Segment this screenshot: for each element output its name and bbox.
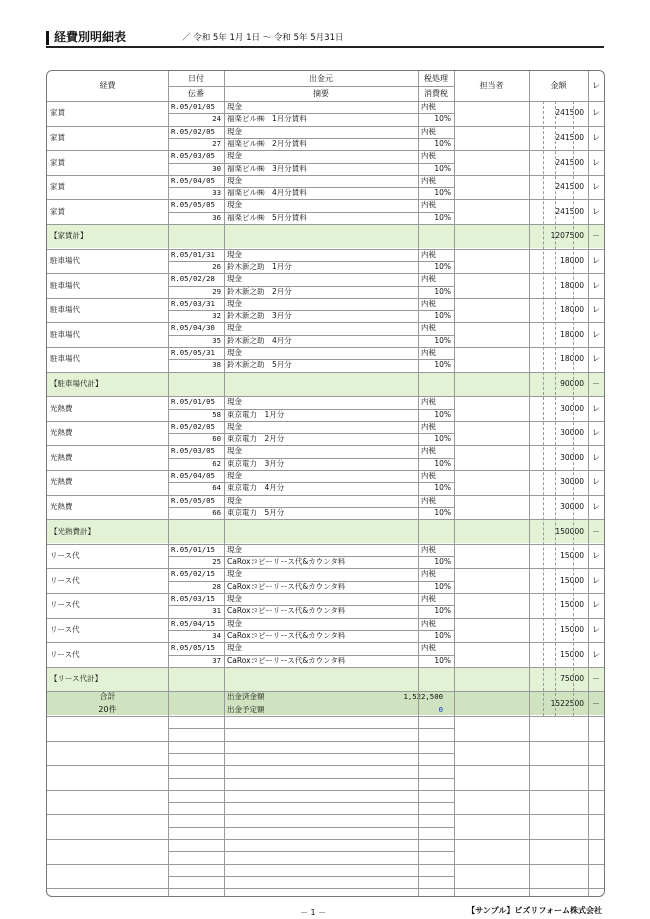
entry-summary: CaRoxコピーリース代&カウンタ料 xyxy=(227,606,346,616)
tax-processing: 内税 xyxy=(421,397,436,407)
entry-date: R.05/02/05 xyxy=(171,421,215,431)
expense-name: 家賃 xyxy=(50,108,65,118)
entry-date: R.05/02/28 xyxy=(171,274,215,284)
subtotal-amount: 1207500 xyxy=(550,231,584,241)
expense-name: リース代 xyxy=(50,649,80,659)
entry-amount: 241500 xyxy=(555,132,584,142)
check-mark[interactable]: レ xyxy=(592,305,600,315)
voucher-number: 30 xyxy=(212,163,221,173)
tax-rate: 10% xyxy=(434,434,451,444)
check-mark[interactable]: レ xyxy=(592,255,600,265)
entry-summary: 福楽ビル㈱ 1月分賃料 xyxy=(227,114,307,124)
payment-source: 現金 xyxy=(227,175,242,185)
expense-name: 光熱費 xyxy=(50,403,73,413)
report-period: ／ 令和 5年 1月 1日 ～ 令和 5年 5月31日 xyxy=(182,33,344,43)
row-divider xyxy=(168,458,454,459)
subtotal-amount: 75000 xyxy=(560,674,584,684)
tax-rate: 10% xyxy=(434,606,451,616)
tax-processing: 内税 xyxy=(421,421,436,431)
entry-summary: 鈴木新之助 3月分 xyxy=(227,311,292,321)
row-divider xyxy=(47,519,604,520)
subtotal-amount: 150000 xyxy=(555,526,584,536)
row-divider xyxy=(47,372,604,373)
row-divider xyxy=(47,716,604,717)
row-divider xyxy=(168,876,454,877)
entry-amount: 30000 xyxy=(560,403,584,413)
check-mark[interactable]: レ xyxy=(592,452,600,462)
subtotal-label: 【リース代計】 xyxy=(50,674,103,684)
entry-amount: 18000 xyxy=(560,280,584,290)
row-divider xyxy=(47,224,604,225)
tax-rate: 10% xyxy=(434,212,451,222)
voucher-number: 35 xyxy=(212,335,221,345)
expense-name: 光熱費 xyxy=(50,477,73,487)
entry-summary: 東京電力 4月分 xyxy=(227,483,285,493)
grand-total-label: 合計 xyxy=(99,692,116,702)
amount-digit-guide xyxy=(555,101,556,716)
check-mark[interactable]: レ xyxy=(592,624,600,634)
payment-source: 現金 xyxy=(227,397,242,407)
entry-date: R.05/04/15 xyxy=(171,618,215,628)
tax-rate: 10% xyxy=(434,483,451,493)
entry-date: R.05/04/30 xyxy=(171,323,215,333)
payment-source: 現金 xyxy=(227,323,242,333)
check-mark[interactable]: レ xyxy=(592,280,600,290)
entry-summary: 福楽ビル㈱ 2月分賃料 xyxy=(227,138,307,148)
row-divider xyxy=(168,187,454,188)
row-divider xyxy=(168,482,454,483)
payment-source: 現金 xyxy=(227,298,242,308)
tax-rate: 10% xyxy=(434,507,451,517)
row-divider xyxy=(47,814,604,815)
check-mark[interactable]: レ xyxy=(592,428,600,438)
report-header xyxy=(46,30,604,48)
tax-processing: 内税 xyxy=(421,618,436,628)
row-divider xyxy=(168,851,454,852)
tax-rate: 10% xyxy=(434,311,451,321)
entry-date: R.05/01/05 xyxy=(171,102,215,111)
voucher-number: 25 xyxy=(212,557,221,567)
expense-name: 光熱費 xyxy=(50,428,73,438)
header-voucher: 伝番 xyxy=(188,89,204,98)
header-person: 担当者 xyxy=(479,81,504,90)
payment-source: 現金 xyxy=(227,348,242,357)
subtotal-check: － xyxy=(592,231,600,241)
payment-source: 現金 xyxy=(227,421,242,431)
tax-processing: 内税 xyxy=(421,151,436,161)
entry-amount: 30000 xyxy=(560,477,584,487)
tax-processing: 内税 xyxy=(421,348,436,357)
header-amount: 金額 xyxy=(550,81,567,90)
entry-amount: 15000 xyxy=(560,551,584,561)
expense-detail-table xyxy=(46,70,605,897)
row-divider xyxy=(168,630,454,631)
row-divider xyxy=(168,556,454,557)
row-divider xyxy=(168,655,454,656)
entry-summary: 東京電力 1月分 xyxy=(227,409,285,419)
check-mark[interactable]: レ xyxy=(592,575,600,585)
subtotal-amount: 90000 xyxy=(560,378,584,388)
payment-source: 現金 xyxy=(227,446,242,456)
entry-date: R.05/03/15 xyxy=(171,594,215,603)
row-divider xyxy=(47,765,604,766)
row-divider xyxy=(168,581,454,582)
expense-name: 駐車場代 xyxy=(50,280,80,290)
payment-source: 現金 xyxy=(227,495,242,505)
entry-date: R.05/03/31 xyxy=(171,298,215,308)
tax-rate: 10% xyxy=(434,188,451,198)
tax-rate: 10% xyxy=(434,360,451,370)
subtotal-check: － xyxy=(592,526,600,536)
row-divider xyxy=(47,864,604,865)
check-mark[interactable]: レ xyxy=(592,501,600,511)
tax-rate: 10% xyxy=(434,630,451,640)
row-divider xyxy=(168,286,454,287)
row-divider xyxy=(168,310,454,311)
amount-digit-guide xyxy=(543,101,544,716)
tax-rate: 10% xyxy=(434,163,451,173)
entry-amount: 18000 xyxy=(560,255,584,265)
voucher-number: 27 xyxy=(212,138,221,148)
voucher-number: 28 xyxy=(212,581,221,591)
entry-amount: 18000 xyxy=(560,305,584,315)
entry-summary: 鈴木新之助 4月分 xyxy=(227,335,292,345)
title-marker xyxy=(46,31,49,45)
tax-rate: 10% xyxy=(434,286,451,296)
tax-processing: 内税 xyxy=(421,594,436,603)
entry-amount: 18000 xyxy=(560,354,584,364)
entry-date: R.05/03/05 xyxy=(171,446,215,456)
grand-total-amount: 1522500 xyxy=(550,698,584,708)
voucher-number: 66 xyxy=(212,507,221,517)
tax-processing: 内税 xyxy=(421,495,436,505)
row-divider xyxy=(168,753,454,754)
entry-summary: 東京電力 5月分 xyxy=(227,507,285,517)
tax-processing: 内税 xyxy=(421,471,436,480)
row-divider xyxy=(47,667,604,668)
row-divider xyxy=(168,163,454,164)
voucher-number: 38 xyxy=(212,360,221,370)
check-mark[interactable]: レ xyxy=(592,354,600,364)
payment-source: 現金 xyxy=(227,569,242,579)
entry-date: R.05/02/15 xyxy=(171,569,215,579)
column-divider xyxy=(529,71,530,896)
tax-rate: 10% xyxy=(434,655,451,665)
tax-rate: 10% xyxy=(434,458,451,468)
row-divider xyxy=(168,802,454,803)
payment-source: 現金 xyxy=(227,126,242,136)
expense-name: 駐車場代 xyxy=(50,255,80,265)
report-title: 経費別明細表 xyxy=(54,30,127,44)
subtotal-check: － xyxy=(592,674,600,684)
check-mark[interactable]: レ xyxy=(592,206,600,216)
entry-summary: 東京電力 3月分 xyxy=(227,458,285,468)
tax-rate: 10% xyxy=(434,581,451,591)
header-expense: 経費 xyxy=(99,81,116,90)
entry-summary: 鈴木新之助 2月分 xyxy=(227,286,292,296)
tax-processing: 内税 xyxy=(421,544,436,554)
row-divider xyxy=(168,433,454,434)
paid-amount-value: 1,522,500 xyxy=(403,692,443,702)
expense-name: リース代 xyxy=(50,624,80,634)
check-mark[interactable]: レ xyxy=(592,649,600,659)
voucher-number: 36 xyxy=(212,212,221,222)
row-divider xyxy=(168,827,454,828)
expense-name: 光熱費 xyxy=(50,452,73,462)
entry-summary: 福楽ビル㈱ 5月分賃料 xyxy=(227,212,307,222)
tax-processing: 内税 xyxy=(421,102,436,111)
expense-name: 家賃 xyxy=(50,182,65,192)
entry-amount: 15000 xyxy=(560,600,584,610)
tax-processing: 内税 xyxy=(421,569,436,579)
row-divider xyxy=(168,261,454,262)
planned-amount-label: 出金予定額 xyxy=(227,704,265,714)
voucher-number: 32 xyxy=(212,311,221,321)
payment-source: 現金 xyxy=(227,102,242,111)
expense-name: 駐車場代 xyxy=(50,329,80,339)
row-divider xyxy=(47,741,604,742)
voucher-number: 34 xyxy=(212,630,221,640)
expense-name: 駐車場代 xyxy=(50,354,80,364)
check-mark[interactable]: レ xyxy=(592,132,600,142)
expense-name: リース代 xyxy=(50,600,80,610)
expense-name: 家賃 xyxy=(50,132,65,142)
voucher-number: 31 xyxy=(212,606,221,616)
payment-source: 現金 xyxy=(227,544,242,554)
row-divider xyxy=(47,790,604,791)
payment-source: 現金 xyxy=(227,249,242,259)
row-divider xyxy=(168,778,454,779)
entry-amount: 18000 xyxy=(560,329,584,339)
row-divider xyxy=(168,359,454,360)
voucher-number: 37 xyxy=(212,655,221,665)
entry-date: R.05/01/05 xyxy=(171,397,215,407)
payment-source: 現金 xyxy=(227,643,242,653)
entry-summary: 鈴木新之助 1月分 xyxy=(227,261,292,271)
entry-amount: 30000 xyxy=(560,501,584,511)
payment-source: 現金 xyxy=(227,594,242,603)
tax-processing: 内税 xyxy=(421,175,436,185)
entry-amount: 15000 xyxy=(560,649,584,659)
payment-source: 現金 xyxy=(227,618,242,628)
row-divider xyxy=(168,86,454,87)
tax-rate: 10% xyxy=(434,409,451,419)
column-divider xyxy=(418,71,419,896)
subtotal-check: － xyxy=(592,378,600,388)
payment-source: 現金 xyxy=(227,200,242,210)
entry-date: R.05/04/05 xyxy=(171,471,215,480)
tax-processing: 内税 xyxy=(421,249,436,259)
tax-processing: 内税 xyxy=(421,274,436,284)
tax-processing: 内税 xyxy=(421,200,436,210)
row-divider xyxy=(47,839,604,840)
tax-processing: 内税 xyxy=(421,126,436,136)
tax-rate: 10% xyxy=(434,114,451,124)
row-divider xyxy=(168,507,454,508)
entry-date: R.05/05/05 xyxy=(171,495,215,505)
check-mark[interactable]: レ xyxy=(592,108,600,118)
page-number: － 1 － xyxy=(300,908,327,917)
tax-rate: 10% xyxy=(434,138,451,148)
entry-summary: CaRoxコピーリース代&カウンタ料 xyxy=(227,630,346,640)
voucher-number: 60 xyxy=(212,434,221,444)
row-divider xyxy=(168,728,454,729)
voucher-number: 33 xyxy=(212,188,221,198)
row-divider xyxy=(168,212,454,213)
grand-total-check: － xyxy=(592,698,600,708)
voucher-number: 62 xyxy=(212,458,221,468)
expense-name: 家賃 xyxy=(50,206,65,216)
voucher-number: 29 xyxy=(212,286,221,296)
check-mark[interactable]: レ xyxy=(592,182,600,192)
check-mark[interactable]: レ xyxy=(592,600,600,610)
entry-summary: 鈴木新之助 5月分 xyxy=(227,360,292,370)
row-divider xyxy=(47,888,604,889)
check-mark[interactable]: レ xyxy=(592,157,600,167)
expense-name: 光熱費 xyxy=(50,501,73,511)
expense-name: 家賃 xyxy=(50,157,65,167)
check-mark[interactable]: レ xyxy=(592,551,600,561)
grand-total-count: 20件 xyxy=(98,704,117,714)
expense-name: 駐車場代 xyxy=(50,305,80,315)
entry-date: R.05/01/31 xyxy=(171,249,215,259)
entry-amount: 15000 xyxy=(560,624,584,634)
entry-summary: 福楽ビル㈱ 4月分賃料 xyxy=(227,188,307,198)
header-summary: 摘要 xyxy=(313,89,329,98)
voucher-number: 26 xyxy=(212,261,221,271)
payment-source: 現金 xyxy=(227,151,242,161)
entry-summary: CaRoxコピーリース代&カウンタ料 xyxy=(227,581,346,591)
expense-name: リース代 xyxy=(50,551,80,561)
amount-digit-guide xyxy=(573,101,574,716)
header-date: 日付 xyxy=(188,74,204,83)
header-tax: 消費税 xyxy=(424,89,448,98)
entry-amount: 30000 xyxy=(560,428,584,438)
entry-date: R.05/05/15 xyxy=(171,643,215,653)
paid-amount-label: 出金済金額 xyxy=(227,692,265,702)
entry-amount: 241500 xyxy=(555,182,584,192)
check-mark[interactable]: レ xyxy=(592,329,600,339)
entry-date: R.05/04/05 xyxy=(171,175,215,185)
subtotal-label: 【家賃計】 xyxy=(50,231,88,241)
entry-date: R.05/02/05 xyxy=(171,126,215,136)
column-divider xyxy=(224,71,225,896)
check-mark[interactable]: レ xyxy=(592,403,600,413)
row-divider xyxy=(168,409,454,410)
column-divider xyxy=(168,71,169,896)
entry-date: R.05/03/05 xyxy=(171,151,215,161)
entry-summary: 東京電力 2月分 xyxy=(227,434,285,444)
entry-amount: 241500 xyxy=(555,157,584,167)
voucher-number: 58 xyxy=(212,409,221,419)
expense-name: リース代 xyxy=(50,575,80,585)
entry-summary: 福楽ビル㈱ 3月分賃料 xyxy=(227,163,307,173)
column-divider xyxy=(588,71,589,896)
row-divider xyxy=(168,113,454,114)
header-payer: 出金元 xyxy=(309,74,333,83)
row-divider xyxy=(168,335,454,336)
tax-rate: 10% xyxy=(434,557,451,567)
tax-processing: 内税 xyxy=(421,323,436,333)
tax-processing: 内税 xyxy=(421,298,436,308)
row-divider xyxy=(168,138,454,139)
company-name: 【サンプル】ビズリフォーム株式会社 xyxy=(467,906,602,915)
entry-amount: 30000 xyxy=(560,452,584,462)
subtotal-label: 【駐車場代計】 xyxy=(50,378,103,388)
entry-amount: 241500 xyxy=(555,206,584,216)
tax-rate: 10% xyxy=(434,335,451,345)
tax-rate: 10% xyxy=(434,261,451,271)
entry-summary: CaRoxコピーリース代&カウンタ料 xyxy=(227,557,346,567)
entry-date: R.05/05/31 xyxy=(171,348,215,357)
entry-date: R.05/01/15 xyxy=(171,544,215,554)
check-mark[interactable]: レ xyxy=(592,477,600,487)
header-check: レ xyxy=(592,81,600,90)
voucher-number: 64 xyxy=(212,483,221,493)
entry-date: R.05/05/05 xyxy=(171,200,215,210)
subtotal-label: 【光熱費計】 xyxy=(50,526,95,536)
row-divider xyxy=(168,605,454,606)
tax-processing: 内税 xyxy=(421,643,436,653)
entry-amount: 241500 xyxy=(555,108,584,118)
voucher-number: 24 xyxy=(212,114,221,124)
tax-processing: 内税 xyxy=(421,446,436,456)
header-tax-proc: 税処理 xyxy=(424,74,448,83)
column-divider xyxy=(454,71,455,896)
planned-amount-value: 0 xyxy=(438,704,443,714)
entry-amount: 15000 xyxy=(560,575,584,585)
payment-source: 現金 xyxy=(227,274,242,284)
entry-summary: CaRoxコピーリース代&カウンタ料 xyxy=(227,655,346,665)
payment-source: 現金 xyxy=(227,471,242,480)
